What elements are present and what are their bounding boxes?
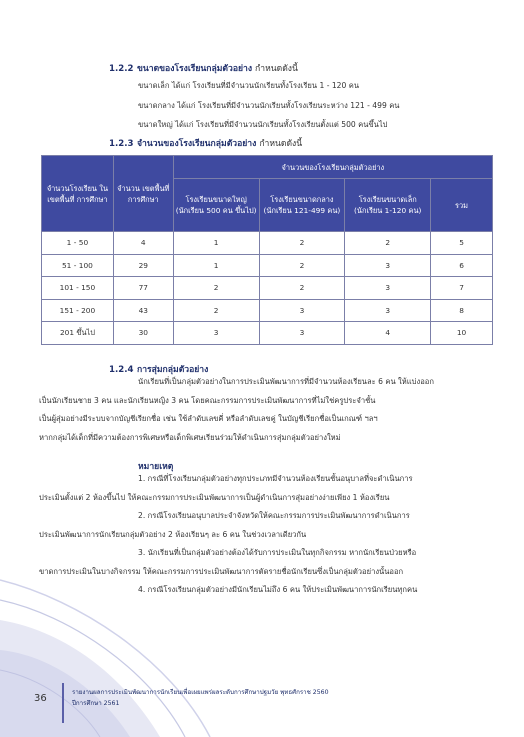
table-cell: 4 — [345, 322, 431, 345]
paragraph-line: นักเรียนที่เป็นกลุ่มตัวอย่างในการประเมินพัฒนาการที่มีจำนวนห้องเรียนละ 6 คน ให้แบ่งออก — [138, 377, 434, 386]
section-title: ขนาดของโรงเรียนกลุ่มตัวอย่าง — [137, 64, 253, 74]
header-total: รวม — [431, 179, 493, 232]
paragraph-line: เป็นผู้สุ่มอย่างมีระบบจากบัญชีเรียกชื่อ เช่น ใช้ลำดับเลขคี่ หรือลำดับเลขคู่ ในบัญชีเรียกชื่อเป็นเกณฑ์ ฯลฯ — [39, 414, 378, 423]
note-line: 3. นักเรียนที่เป็นกลุ่มตัวอย่างต้องได้รับการประเมินในทุกกิจกรรม หากนักเรียนป่วยหรือ — [138, 548, 417, 557]
table-cell: 2 — [259, 277, 345, 300]
table-cell: 1 - 50 — [42, 232, 114, 255]
header-area-count: จำนวน เขตพื้นที่ การศึกษา — [113, 156, 173, 232]
table-row — [42, 277, 493, 300]
table-cell: 1 — [173, 254, 259, 277]
header-sample-schools: จำนวนของโรงเรียนกลุ่มตัวอย่าง — [173, 156, 492, 179]
decorative-wave-graphic — [0, 560, 260, 737]
table-cell: 201 ขึ้นไป — [42, 322, 114, 345]
table-cell: 3 — [345, 299, 431, 322]
table-cell: 101 - 150 — [42, 277, 114, 300]
table-cell: 2 — [259, 254, 345, 277]
header-schools-in-area: จำนวนโรงเรียน ในเขตพื้นที่ การศึกษา — [42, 156, 114, 232]
table-row — [42, 232, 493, 255]
table-row — [42, 322, 493, 345]
note-line: ประเมินพัฒนาการนักเรียนกลุ่มตัวอย่าง 2 ห้องเรียนๆ ละ 6 คน ในช่วงเวลาเดียวกัน — [39, 529, 307, 539]
table-cell: 29 — [113, 254, 173, 277]
footer-caption — [72, 687, 329, 709]
note-line: 2. กรณีโรงเรียนอนุบาลประจำจังหวัดให้คณะกรรมการประเมินพัฒนาการดำเนินการ — [138, 511, 410, 520]
footer-line: ปีการศึกษา 2561 — [72, 700, 120, 707]
table-cell: 77 — [113, 277, 173, 300]
table-cell: 2 — [345, 232, 431, 255]
table-cell: 1 — [173, 232, 259, 255]
paragraph-line: เป็นนักเรียนชาย 3 คน และนักเรียนหญิง 3 คน โดยคณะกรรมการประเมินพัฒนาการที่ไม่ใช่ครูประจำชั้น — [39, 395, 376, 405]
section-number: 1.2.2 — [109, 64, 134, 74]
note-line: ประเมินตั้งแต่ 2 ห้องขึ้นไป ให้คณะกรรมการประเมินพัฒนาการเป็นผู้ดำเนินการสุ่มอย่างง่ายเพียง 1 ห้องเรียน — [39, 492, 390, 502]
section-122-heading — [109, 61, 298, 75]
table-cell: 3 — [259, 299, 345, 322]
header-small-school: โรงเรียนขนาดเล็ก (นักเรียน 1-120 คน) — [345, 179, 431, 232]
header-large-school: โรงเรียนขนาดใหญ่ (นักเรียน 500 คน ขึ้นไป) — [173, 179, 259, 232]
table-cell: 5 — [431, 232, 493, 255]
table-cell: 2 — [173, 277, 259, 300]
note-line: 4. กรณีโรงเรียนกลุ่มตัวอย่างมีนักเรียนไม่ถึง 6 คน ให้ประเมินพัฒนาการนักเรียนทุกคน — [138, 585, 418, 594]
table-cell: 8 — [431, 299, 493, 322]
footer-line: รายงานผลการประเมินพัฒนาการนักเรียนเพื่อเผยแพร่ผลระดับการศึกษาปฐมวัย พุทธศักราช 2560 — [72, 689, 329, 696]
section-123-heading — [109, 136, 302, 150]
page-number: 36 — [34, 693, 47, 704]
table-cell: 6 — [431, 254, 493, 277]
table-cell: 10 — [431, 322, 493, 345]
table-cell: 3 — [173, 322, 259, 345]
table-cell: 30 — [113, 322, 173, 345]
table-row — [42, 299, 493, 322]
size-small-line: ขนาดเล็ก ได้แก่ โรงเรียนที่มีจำนวนนักเรียนทั้งโรงเรียน 1 - 120 คน — [138, 81, 360, 90]
table-cell: 3 — [345, 277, 431, 300]
table-cell: 7 — [431, 277, 493, 300]
size-large-line: ขนาดใหญ่ ได้แก่ โรงเรียนที่มีจำนวนนักเรียนทั้งโรงเรียนตั้งแต่ 500 คนขึ้นไป — [138, 120, 388, 129]
table-cell: 3 — [259, 322, 345, 345]
sampling-paragraph — [39, 373, 434, 447]
section-title: จำนวนของโรงเรียนกลุ่มตัวอย่าง — [137, 139, 257, 149]
table-cell: 151 - 200 — [42, 299, 114, 322]
note-line: 1. กรณีที่โรงเรียนกลุ่มตัวอย่างทุกประเภทมีจำนวนห้องเรียนชั้นอนุบาลที่จะดำเนินการ — [138, 474, 413, 483]
table-cell: 4 — [113, 232, 173, 255]
table-cell: 3 — [345, 254, 431, 277]
section-title: การสุ่มกลุ่มตัวอย่าง — [137, 365, 209, 375]
footer-divider — [62, 683, 64, 723]
section-number: 1.2.3 — [109, 139, 134, 149]
note-label: หมายเหตุ — [138, 462, 174, 472]
section-suffix: กำหนดดังนี้ — [259, 139, 303, 149]
section-suffix: กำหนดดังนี้ — [255, 64, 298, 74]
table-row — [42, 254, 493, 277]
size-medium-line: ขนาดกลาง ได้แก่ โรงเรียนที่มีจำนวนนักเรียนทั้งโรงเรียนระหว่าง 121 - 499 คน — [138, 101, 400, 110]
table-cell: 2 — [259, 232, 345, 255]
paragraph-line: หากกลุ่มได้เด็กที่มีความต้องการพิเศษหรือเด็กพิเศษเรียนร่วมให้ดำเนินการสุ่มกลุ่มตัวอย่างใหม่ — [39, 432, 341, 442]
table-cell: 43 — [113, 299, 173, 322]
note-line: ขาดการประเมินในบางกิจกรรม ให้คณะกรรมการประเมินพัฒนาการตัดรายชื่อนักเรียนซึ่งเป็นกลุ่มตัวอย่างนั้นออก — [39, 566, 404, 576]
table-cell: 51 - 100 — [42, 254, 114, 277]
section-number: 1.2.4 — [109, 365, 134, 375]
table-cell: 2 — [173, 299, 259, 322]
header-medium-school: โรงเรียนขนาดกลาง (นักเรียน 121-499 คน) — [259, 179, 345, 232]
sample-schools-table — [41, 155, 493, 345]
